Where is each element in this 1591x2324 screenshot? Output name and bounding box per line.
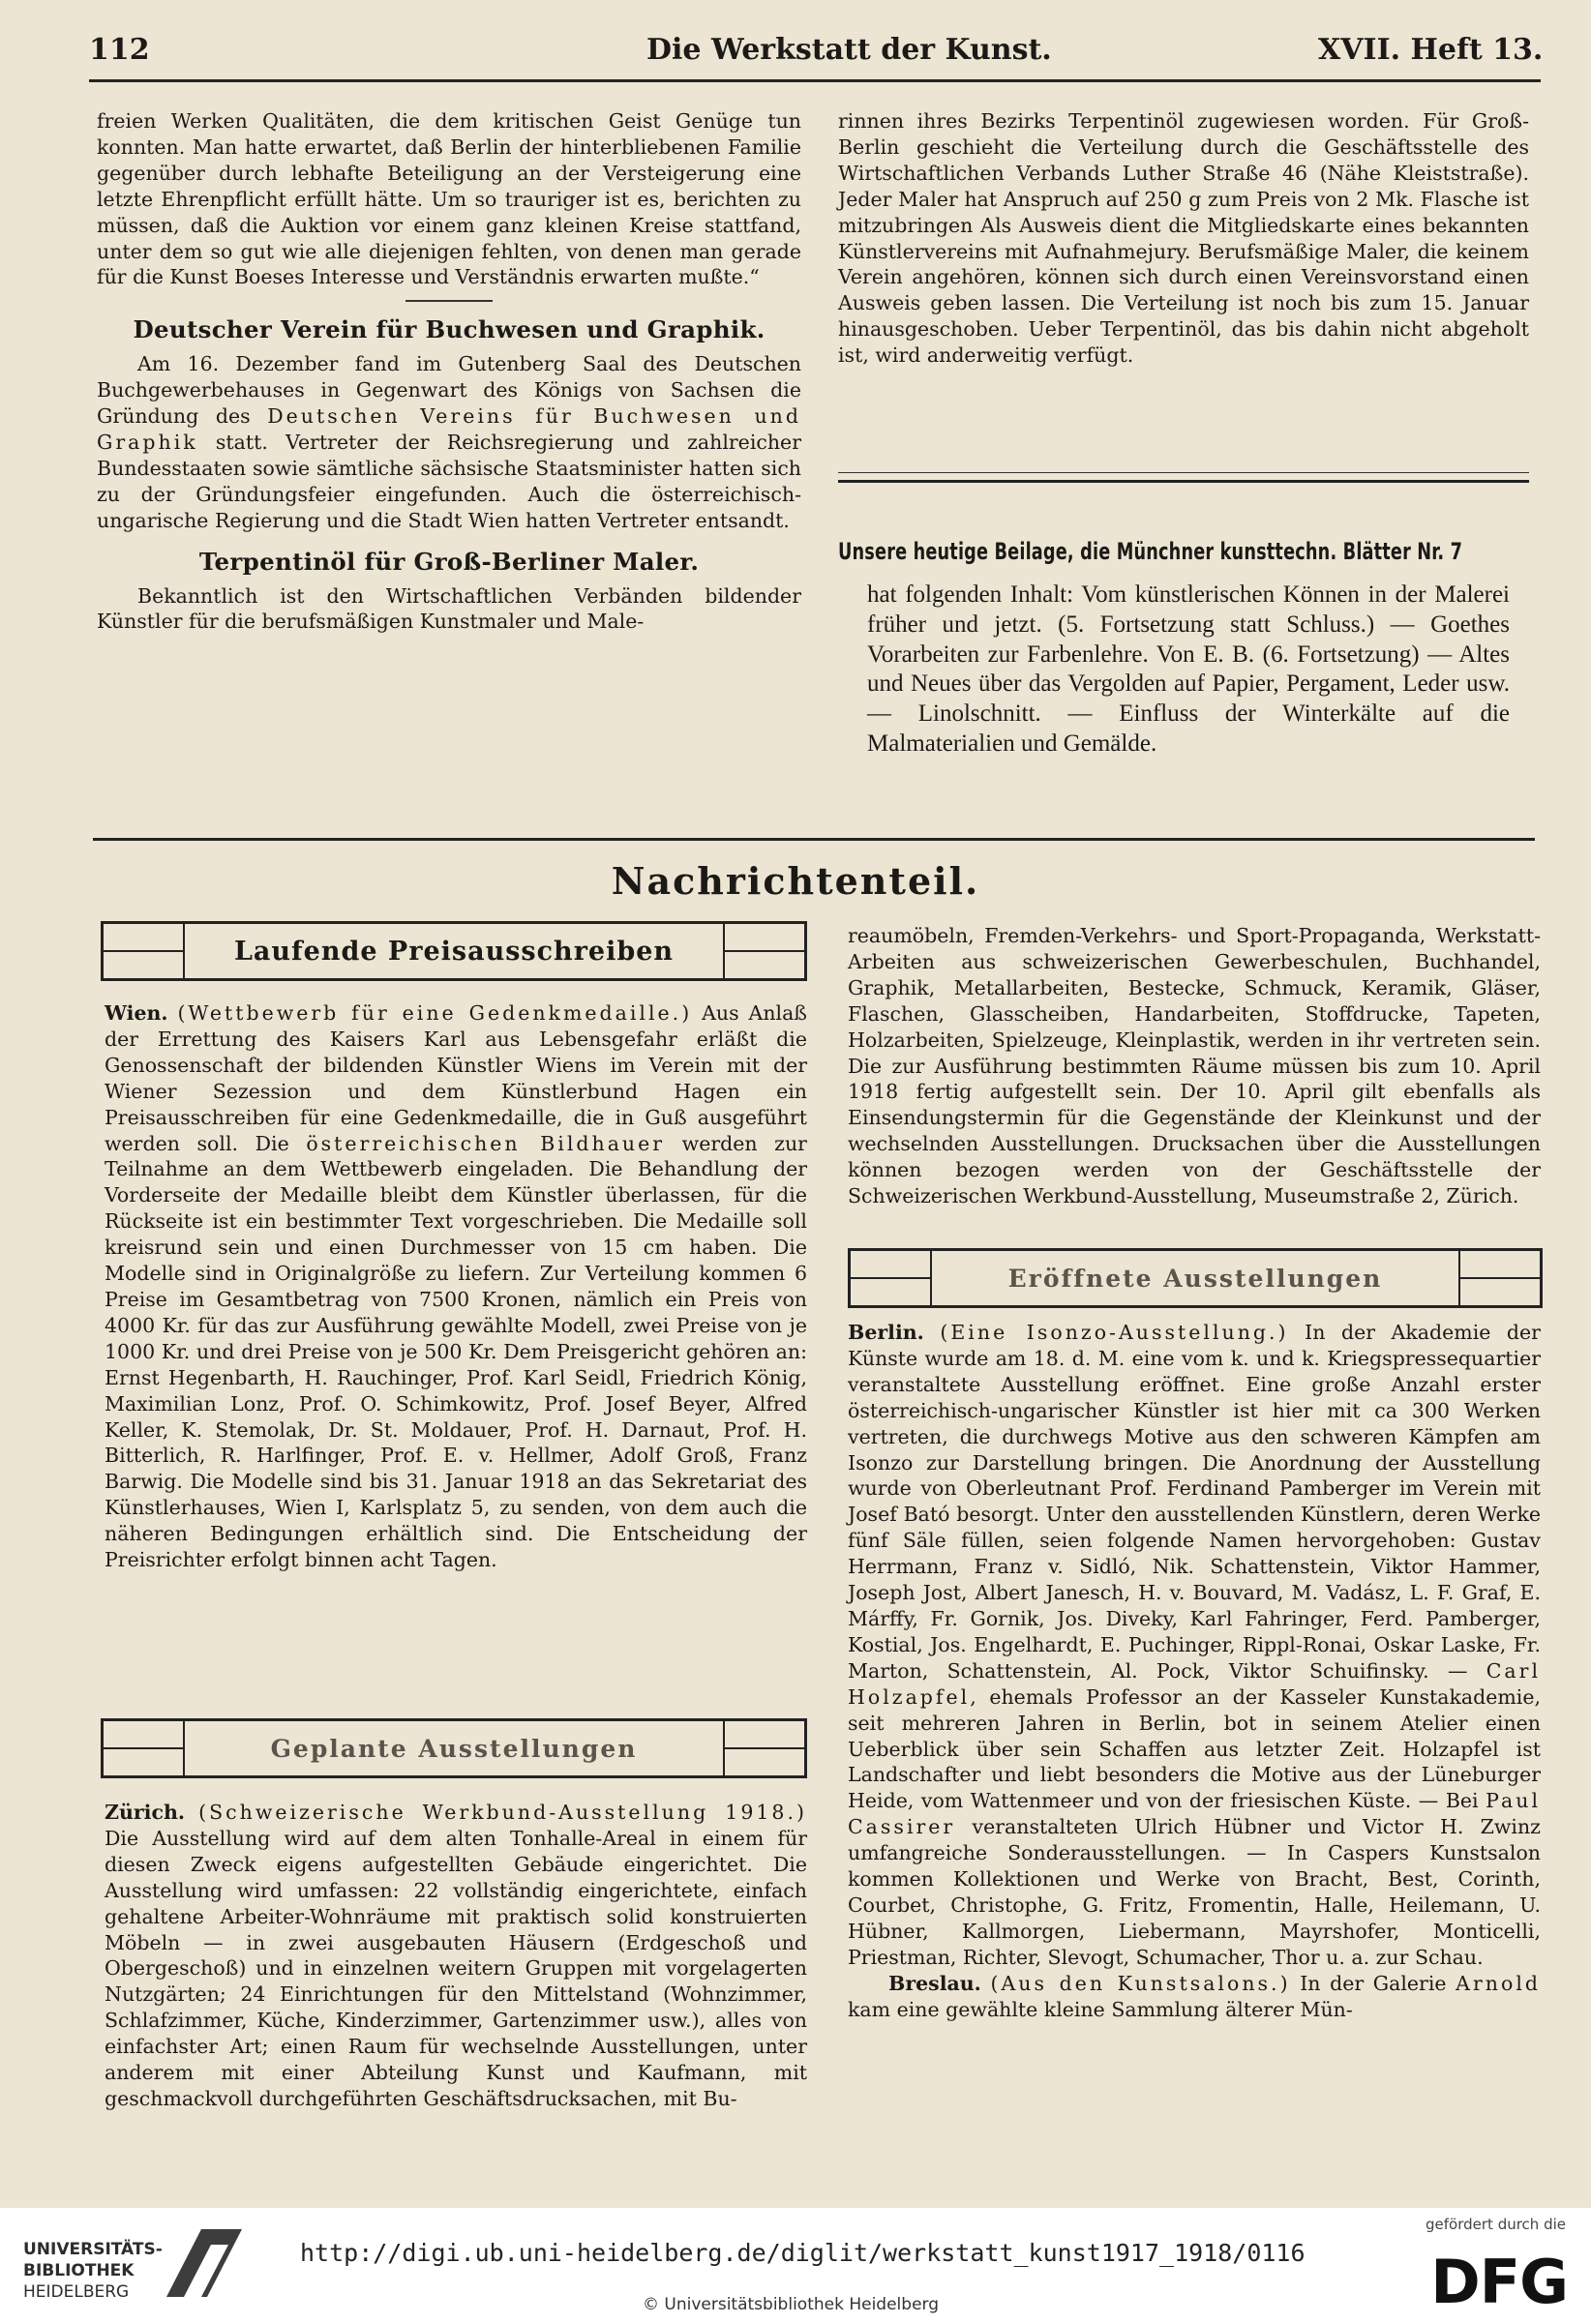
- section-heading-terpentinoel: Terpentinöl für Groß-Berliner Maler.: [198, 547, 700, 576]
- logo-line-3: HEIDELBERG: [23, 2282, 130, 2302]
- wien-text-c: werden zur Teilnahme an dem Wettbewerb eingeladen. Die Behandlung der Vorderseite der Medaille bleibt dem Künstler überlassen, für die Rückseite ist ein bestimmter Text vorgeschrieben. Die Medaille soll kreisrund sein und einen Durchmesser von 15 cm haben. Die Modelle sind in Originalgröße zu liefern. Zur Verteilung kommen 6 Preise im Gesamtbetrag von 7500 Kronen, nämlich ein Preis von 4000 Kr. für das zur Ausführung gewählte Modell, zwei Preise von je 1000 Kr. und drei Preise von je 500 Kr. Dem Preisgericht gehören an: Ernst Hegenbarth, H. Rauchinger, Prof. Karl Seidl, Friedrich König, Maximilian Lonz, Prof. O. Schimkowitz, Prof. Josef Beyer, Alfred Keller, K. Stemolak, Dr. St. Moldauer, Prof. H. Darnaut, Prof. H. Bitterlich, R. Harlfinger, Prof. E. v. Hellmer, Adolf Groß, Franz Barwig. Die Modelle sind bis 31. Januar 1918 an das Sekretariat des Künstlerhauses, Wien I, Karlsplatz 5, zu senden, von dem auch die näheren Bedingungen erhältlich sind. Die Entscheidung der Preisrichter erfolgt binnen acht Tagen.: [105, 1131, 807, 1572]
- dfg-logo: DFG: [1430, 2247, 1568, 2317]
- berlin-text-a: In der Akademie der Künste wurde am 18. d. M. eine vom k. und k. Kriegspressequartier veranstaltete Ausstellung eröffnet. Eine große Anzahl erster österreichisch-ungarischer Künstler ist hier mit ca 300 Werken vertreten, die durchwegs Motive aus den schweren Kämpfen am Isonzo zur Darstellung bringen. Die Anordnung der Ausstellung wurde von Oberleutnant Prof. Ferdinand Pamberger im Verein mit Josef Bató besorgt. Unter den ausstellenden Künstlern, deren Werke fünf Säle füllen, seien folgende Namen hervorgehoben: Gustav Herrmann, Franz v. Sidló, Nik. Schattenstein, Viktor Hammer, Joseph Jost, Albert Janesch, H. v. Bouvard, M. Vadász, L. F. Graf, E. Márffy, Fr. Gornik, Jos. Diveky, Karl Fahringer, Ferd. Pamberger, Kostial, Jos. Engelhardt, E. Puchinger, Rippl-Ronai, Oskar Laske, Fr. Marton, Schattenstein, Al. Pock, Viktor Schuifinsky. —: [848, 1321, 1541, 1683]
- logo-line-2: BIBLIOTHEK: [23, 2261, 135, 2280]
- wien-text-a: Aus Anlaß der Errettung des Kaisers Karl aus Lebensgefahr erläßt die Genossenschaft der bildenden Künstler Wiens im Verein mit der Wiener Sezession und dem Künstlerbund Hagen ein Preisausschreiben für eine Gedenkmedaille, die in Guß ausgeführt werden soll. Die: [105, 1001, 807, 1155]
- wien-subtitle: (Wettbewerb für eine Gedenkmedaille.): [177, 1001, 693, 1025]
- berlin-text-e: veranstalteten Ulrich Hübner und Victor H. Zwinz umfangreiche Sonderausstellungen. — In Caspers Kunstsalon kommen Kollektionen und Werke von Bracht, Best, Corinth, Courbet, Christophe, G. Fritz, Fromentin, Halle, Heilemann, U. Hübner, Kallmorgen, Liebermann, Mayrshofer, Monticelli, Priestman, Richter, Slevogt, Schumacher, Thor u. a. zur Schau.: [848, 1815, 1541, 1969]
- buchwesen-text-a: Am 16. Dezember fand im Gutenberg Saal des Deutschen Buchgewerbehauses in Gegenwart des Königs von Sachsen die Gründung des: [97, 352, 801, 429]
- zuerich-continuation: reaumöbeln, Fremden-Verkehrs- und Sport-Propaganda, Werkstatt-Arbeiten aus schweizerischen Gewerbeschulen, Buchhandel, Graphik, Metallarbeiten, Bestecke, Schmuck, Keramik, Gläser, Flaschen, Glasscheiben, Handarbeiten, Stoffdrucke, Tapeten, Holzarbeiten, Spielzeuge, Kleinplastik, werden in ihr vertreten sein. Die zur Ausführung bestimmten Räume müssen bis zum 10. April 1918 fertig aufgestellt sein. Der 10. April gilt ebenfalls als Einsendungstermin für die Gegenstände der Kleinkunst und der wechselnden Ausstellungen. Drucksachen über die Ausstellungen können bezogen werden von der Geschäftsstelle der Schweizerischen Werkbund-Ausstellung, Museumstraße 2, Zürich.: [848, 924, 1541, 1208]
- breslau-text-spaced: Arnold: [1456, 1971, 1541, 1995]
- copyright-notice: © Universitätsbibliothek Heidelberg: [643, 2295, 940, 2314]
- issue-label: XVII. Heft 13.: [1318, 33, 1544, 67]
- berlin-text-spaced-2: Paul Cassirer: [848, 1789, 1541, 1839]
- buchwesen-text-c: statt. Vertreter der Reichsregierung und zahlreicher Bundesstaaten sowie sämtliche sächsische Staatsminister hatten sich zu der Gründungsfeier eingefunden. Auch die österreichisch-ungarische Regierung und die Stadt Wien hatten Vertreter entsandt.: [97, 430, 801, 532]
- box-left-line: [104, 950, 183, 952]
- zuerich-text: Die Ausstellung wird auf dem alten Tonhalle-Areal in einem für diesen Zweck eigens aufgestellten Gebäude eingerichtet. Die Ausstellung wird umfassen: 22 vollständig eingerichtete, einfach gehaltene Arbeiter-Wohnräume mit praktisch solid konstruierten Möbeln — in zwei ausgebauten Häusern (Erdgeschoß und Obergeschoß) und in einzelnen weitern Gruppen mit vorgelagerten Nutzgärten; 24 Einrichtungen für den Mittelstand (Wohnzimmer, Schlafzimmer, Küche, Kinderzimmer, Gartenzimmer usw.), alles von einfachster Art; einen Raum für wechselnde Ausstellungen, unter anderem mit einer Abteilung Kunst und Kaufmann, mit geschmackvoll durchgeführten Geschäftsdrucksachen, mit Bu-: [105, 1826, 807, 2110]
- column-bottom-right-2: [848, 1320, 1541, 2022]
- library-emblem-icon: [163, 2225, 246, 2301]
- beilage-heading: Unsere heutige Beilage, die Münchner kunsttechn. Blätter Nr. 7: [838, 538, 1463, 565]
- column-bottom-left: [105, 1000, 807, 1573]
- section-heading-buchwesen: Deutscher Verein für Buchwesen und Graphik.: [133, 315, 765, 344]
- box-left-line: [851, 1277, 930, 1279]
- breslau-paragraph: [848, 1971, 1541, 2023]
- buchwesen-paragraph: [97, 351, 801, 533]
- funding-note: gefördert durch die: [1426, 2216, 1566, 2233]
- place-zuerich: Zürich.: [105, 1801, 185, 1824]
- logo-line-1: UNIVERSITÄTS-: [23, 2240, 163, 2259]
- box-laufende-preisausschreiben: [101, 921, 807, 981]
- header-rule: [89, 79, 1541, 82]
- berlin-text-spaced-1: Carl Holzapfel: [848, 1658, 1541, 1709]
- journal-title: Die Werkstatt der Kunst.: [646, 33, 1052, 67]
- beilage-contents: hat folgenden Inhalt: Vom künstlerischen Können in der Malerei früher und jetzt. (5. Fortsetzung statt Schluss.) — Goethes Vorarbeiten zur Farbenlehre. Von E. B. (6. Fortsetzung) — Altes und Neues über das Vergolden auf Papier, Pergament, Leder usw. — Linolschnitt. — Einfluss der Winterkälte auf die Malmaterialien und Gemälde.: [867, 581, 1510, 757]
- breslau-subtitle: (Aus den Kunstsalons.): [990, 1971, 1291, 1995]
- breslau-text-a: In der Galerie: [1290, 1971, 1456, 1995]
- zuerich-paragraph: [105, 1800, 807, 2112]
- page-number: 112: [89, 33, 150, 67]
- place-wien: Wien.: [105, 1001, 168, 1025]
- boese-auction-paragraph: freien Werken Qualitäten, die dem kritischen Geist Genüge tun konnten. Man hatte erwartet, daß Berlin der hinterbliebenen Familie gegenüber durch lebhafte Beteiligung an der Versteigerung eine letzte Ehrenpflicht erfüllt hätte. Um so trauriger ist es, berichten zu müssen, daß die Auktion vor einem ganz kleinen Kreise stattfand, unter dem so gut wie alle diejenigen fehlten, von denen man gerade für die Kunst Boeses Interesse und Verständnis erwarten mußte.“: [97, 109, 801, 289]
- box-eroeffnete-ausstellungen: [848, 1248, 1543, 1308]
- column-top-right: [838, 108, 1529, 369]
- place-berlin: Berlin.: [848, 1321, 924, 1344]
- column-bottom-left-2: [105, 1800, 807, 2112]
- buchwesen-text-spaced: Deutschen Vereins für Buchwesen und Graphik: [97, 404, 801, 454]
- berlin-paragraph: [848, 1320, 1541, 1971]
- box-title: Eröffnete Ausstellungen: [1007, 1264, 1383, 1293]
- university-library-logo: [23, 2239, 163, 2303]
- breslau-text-c: kam eine gewählte kleine Sammlung älterer Mün-: [848, 1997, 1353, 2021]
- wien-paragraph: [105, 1000, 807, 1573]
- digital-library-footer: [0, 2208, 1591, 2324]
- short-separator: [405, 300, 493, 302]
- double-rule-top: [838, 472, 1529, 473]
- box-right-line: [725, 1747, 804, 1749]
- nachrichtenteil-heading: Nachrichtenteil.: [611, 859, 980, 903]
- box-geplante-ausstellungen: [101, 1718, 807, 1778]
- box-right-line: [1460, 1277, 1540, 1279]
- permalink-url[interactable]: http://digi.ub.uni-heidelberg.de/diglit/werkstatt_kunst1917_1918/0116: [300, 2239, 1306, 2267]
- box-title: Laufende Preisausschreiben: [233, 936, 675, 967]
- wien-text-spaced: österreichischen Bildhauer: [306, 1131, 666, 1155]
- box-left-line: [104, 1747, 183, 1749]
- column-top-left: [97, 108, 801, 635]
- column-bottom-right: [848, 923, 1541, 1209]
- box-title: Geplante Ausstellungen: [270, 1734, 638, 1763]
- terpentinoel-continuation: rinnen ihres Bezirks Terpentinöl zugewiesen worden. Für Groß-Berlin geschieht die Verteilung durch die Geschäftsstelle des Wirtschaftlichen Verbands Luther Straße 46 (Nähe Kleiststraße). Jeder Maler hat Anspruch auf 250 g zum Preis von 2 Mk. Flasche ist mitzubringen Als Ausweis dient die Mitgliedskarte eines bekannten Künstlervereins mit Aufnahmejury. Berufsmäßige Maler, die keinem Verein angehören, können sich durch einen Vereinsvorstand einen Ausweis geben lassen. Die Verteilung ist noch bis zum 15. Januar hinausgeschoben. Ueber Terpentinöl, das bis dahin nicht abgeholt ist, wird anderweitig verfügt.: [838, 109, 1529, 368]
- section-divider-rule: [93, 838, 1535, 841]
- berlin-subtitle: (Eine Isonzo-Ausstellung.): [940, 1321, 1289, 1344]
- place-breslau: Breslau.: [888, 1971, 981, 1995]
- berlin-text-c: , ehemals Professor an der Kasseler Kunstakademie, seit mehreren Jahren in Berlin, bot in seinem Atelier einen Ueberblick über sein Schaffen aus letzter Zeit. Holzapfel ist Landschafter und liebt besonders die Motive aus der Lüneburger Heide, vom Wattenmeer und von der friesischen Küste. — Bei: [848, 1684, 1541, 1813]
- box-right-line: [725, 950, 804, 952]
- zuerich-subtitle: (Schweizerische Werkbund-Ausstellung 1918.): [198, 1801, 807, 1824]
- terpentinoel-paragraph: Bekanntlich ist den Wirtschaftlichen Verbänden bildender Künstler für die berufsmäßigen Kunstmaler und Male-: [97, 583, 801, 634]
- double-rule-bottom: [838, 480, 1529, 483]
